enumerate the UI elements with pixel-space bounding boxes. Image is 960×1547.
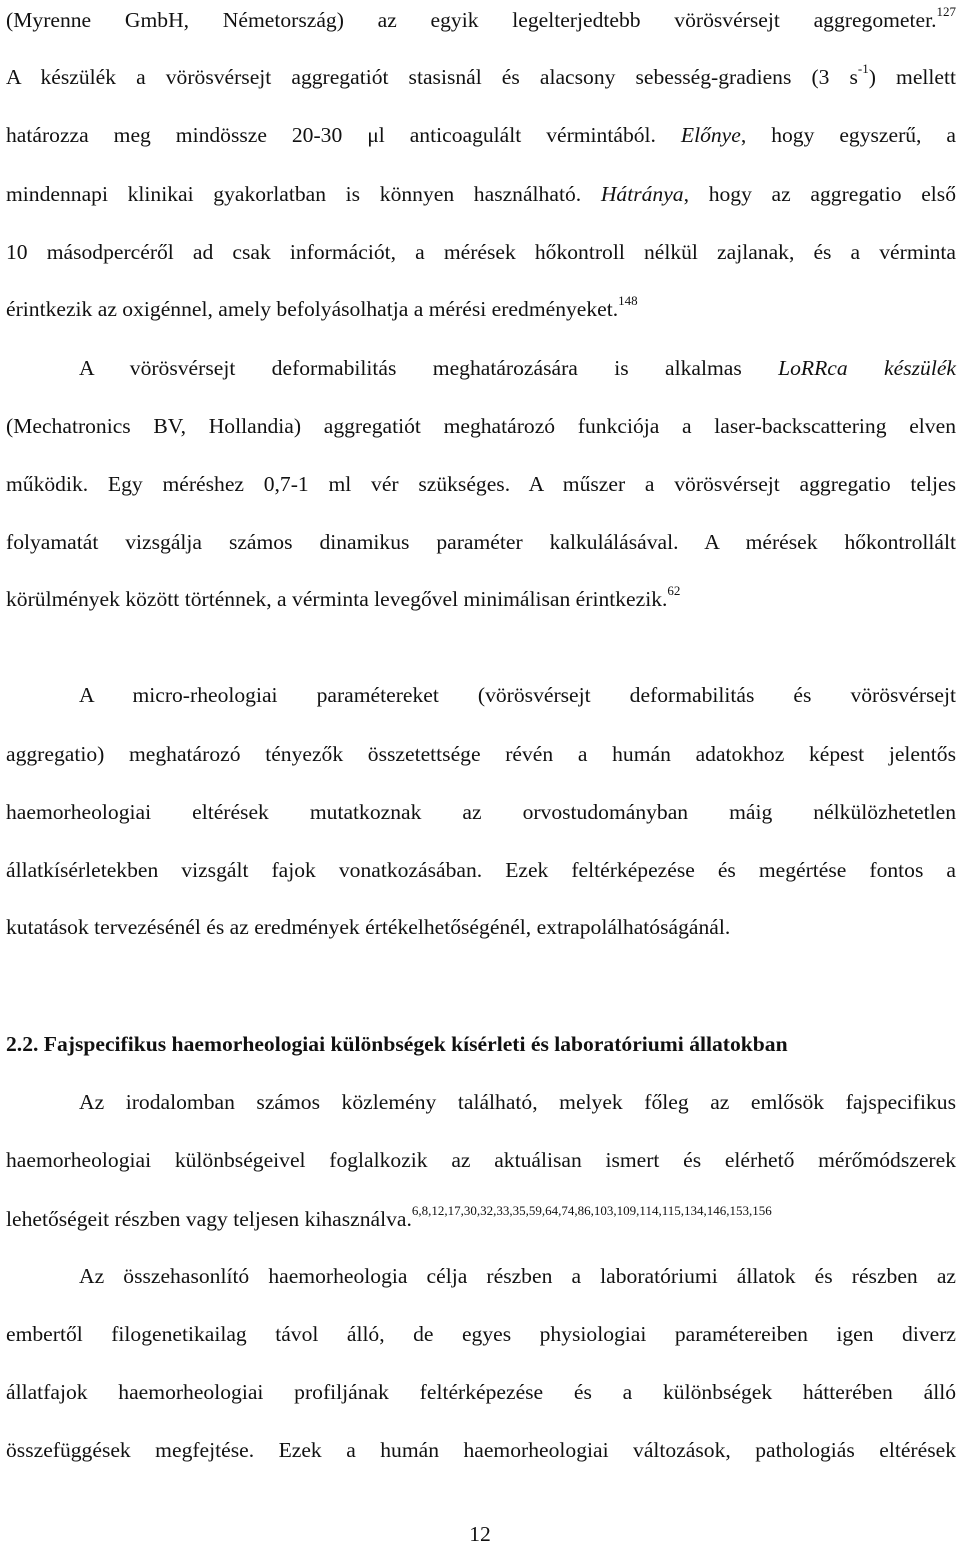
text-run: körülmények között történnek, a vérminta levegővel minimálisan érintkezik. — [6, 587, 668, 611]
paragraph-line — [6, 61, 956, 90]
text-run: A vörösvérsejt deformabilitás meghatározására is alkalmas — [79, 356, 779, 380]
paragraph-line — [6, 583, 956, 612]
paragraph-line: folyamatát vizsgálja számos dinamikus paraméter kalkulálásával. A mérések hőkontrollált — [6, 530, 956, 554]
paragraph-line: embertől filogenetikailag távol álló, de egyes physiologiai paramétereiben igen diverz — [6, 1322, 956, 1346]
text-run: határozza meg mindössze 20-30 μl anticoagulált vérmintából. — [6, 123, 681, 147]
text-run: A készülék a vörösvérsejt aggregatiót stasisnál és alacsony sebesség-gradiens (3 s — [6, 65, 858, 89]
paragraph-line: állatkísérletekben vizsgált fajok vonatkozásában. Ezek feltérképezése és megértése fontos a — [6, 858, 956, 882]
unit-superscript: -1 — [857, 61, 869, 76]
paragraph-line — [6, 293, 956, 322]
paragraph-line: kutatások tervezésénél és az eredmények értékelhetőségénél, extrapolálhatóságánál. — [6, 915, 731, 939]
text-run: , hogy egyszerű, a — [740, 123, 956, 147]
paragraph-line: működik. Egy méréshez 0,7-1 ml vér szükséges. A műszer a vörösvérsejt aggregatio teljes — [6, 472, 956, 496]
paragraph-line: Az irodalomban számos közlemény található, melyek főleg az emlősök fajspecifikus — [79, 1090, 956, 1114]
text-run: (Myrenne GmbH, Németország) az egyik legelterjedtebb vörösvérsejt aggregometer. — [6, 8, 937, 32]
paragraph-line — [6, 4, 956, 33]
italic-emphasis: Hátránya — [600, 182, 684, 206]
paragraph-line: A micro-rheologiai paramétereket (vörösvérsejt deformabilitás és vörösvérsejt — [79, 683, 956, 707]
text-run: , hogy az aggregatio első — [683, 182, 956, 206]
paragraph-line: összefüggések megfejtése. Ezek a humán haemorheologiai változások, pathologiás eltérések — [6, 1438, 956, 1462]
text-run: lehetőségeit részben vagy teljesen kihasználva. — [6, 1207, 412, 1231]
page-number: 12 — [469, 1522, 491, 1546]
paragraph-line: állatfajok haemorheologiai profiljának feltérképezése és a különbségek hátterében álló — [6, 1380, 956, 1404]
paragraph-line: Az összehasonlító haemorheologia célja részben a laboratóriumi állatok és részben az — [79, 1264, 956, 1288]
paragraph-line — [6, 181, 956, 207]
text-run: érintkezik az oxigénnel, amely befolyásolhatja a mérési eredményeket. — [6, 297, 619, 321]
paragraph-line: aggregatio) meghatározó tényezők összetettsége révén a humán adatokhoz képest jelentős — [6, 742, 956, 766]
citation-superscript: 148 — [618, 293, 638, 308]
paragraph-line: 10 másodpercéről ad csak információt, a mérések hőkontroll nélkül zajlanak, és a vérminta — [6, 240, 956, 264]
citation-superscript: 62 — [667, 583, 681, 598]
citation-superscript: 6,8,12,17,30,32,33,35,59,64,74,86,103,109,114,115,134,146,153,156 — [411, 1203, 772, 1218]
paragraph-line: haemorheologiai eltérések mutatkoznak az orvostudományban máig nélkülözhetetlen — [6, 800, 956, 824]
text-run: mindennapi klinikai gyakorlatban is könnyen használható. — [6, 182, 601, 206]
paragraph-line — [6, 122, 956, 148]
paragraph-line: haemorheologiai különbségeivel foglalkozik az aktuálisan ismert és elérhető mérőmódszerek — [6, 1148, 956, 1172]
paragraph-line — [6, 355, 956, 381]
section-heading: 2.2. Fajspecifikus haemorheologiai különbségek kísérleti és laboratóriumi állatokban — [6, 1032, 788, 1056]
italic-emphasis: LoRRca készülék — [778, 356, 956, 380]
paragraph-line — [6, 1203, 956, 1232]
text-run: ) mellett — [868, 65, 956, 89]
italic-emphasis: Előnye — [680, 123, 741, 147]
paragraph-line: (Mechatronics BV, Hollandia) aggregatiót meghatározó funkciója a laser-backscattering elven — [6, 414, 956, 438]
citation-superscript: 127 — [936, 4, 956, 19]
